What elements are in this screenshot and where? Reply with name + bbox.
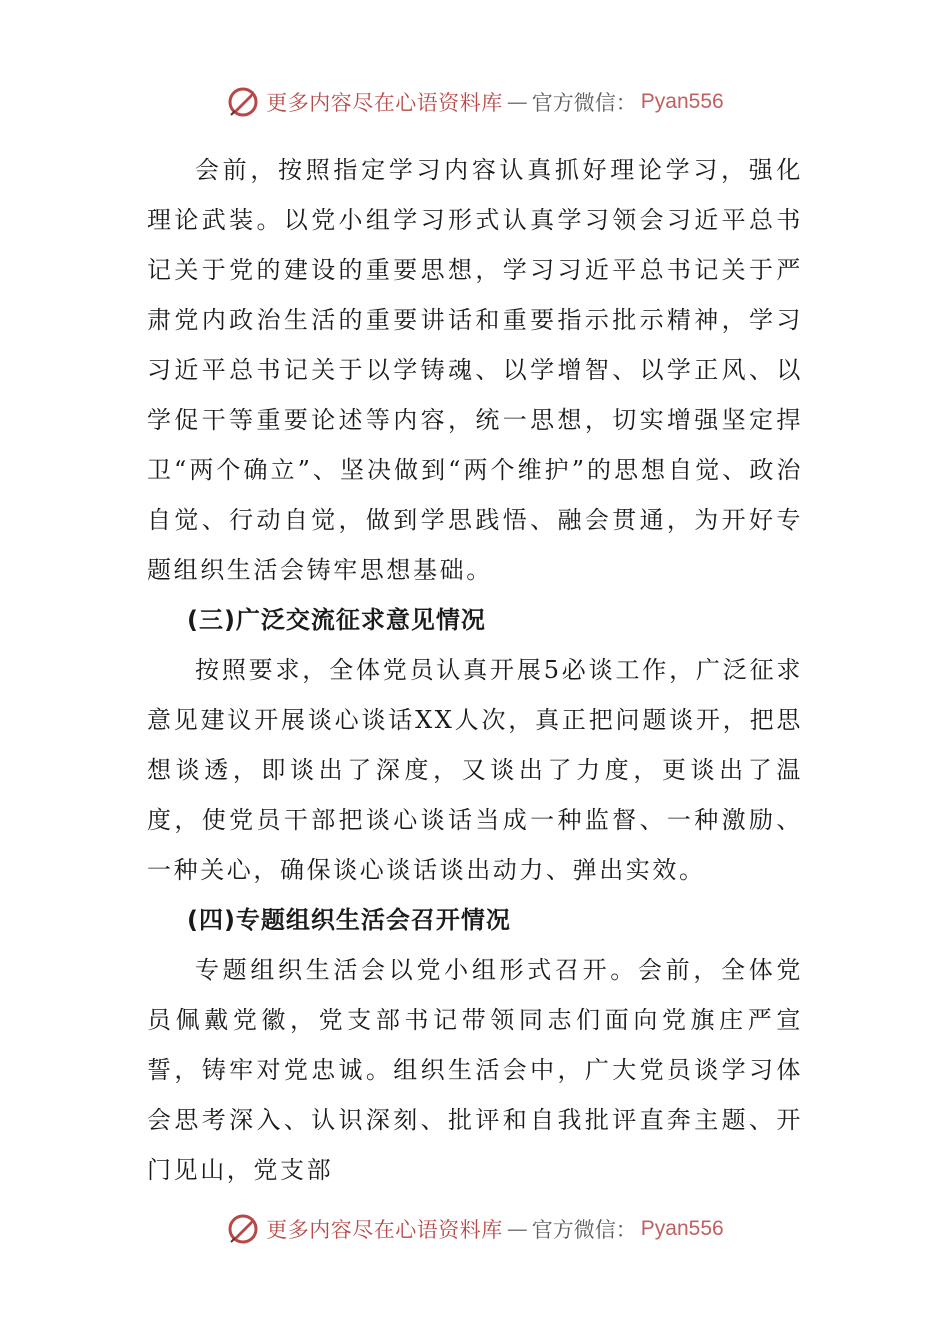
- body-paragraph: 专题组织生活会以党小组形式召开。会前，全体党员佩戴党徽，党支部书记带领同志们面向党旗庄严宣誓，铸牢对党忠诚。组织生活会中，广大党员谈学习体会思考深入、认识深刻、批评和自我批评直奔主题、开门见山，党支部: [147, 956, 803, 1184]
- header-banner: [0, 82, 950, 122]
- body-paragraph: 按照要求，全体党员认真开展5必谈工作，广泛征求意见建议开展谈心谈话XX人次，真正把问题谈开，把思想谈透，即谈出了深度，又谈出了力度，更谈出了温度，使党员干部把谈心谈话当成一种监督、一种激励、一种关心，确保谈心谈话谈出动力、弹出实效。: [147, 656, 803, 884]
- body-paragraph: 会前，按照指定学习内容认真抓好理论学习，强化理论武装。以党小组学习形式认真学习领会习近平总书记关于党的建设的重要思想，学习习近平总书记关于严肃党内政治生活的重要讲话和重要指示批示精神，学习习近平总书记关于以学铸魂、以学增智、以学正风、以学促干等重要论述等内容，统一思想，切实增强坚定捍卫“两个确立”、坚决做到“两个维护”的思想自觉、政治自觉、行动自觉，做到学思践悟、融会贯通，为开好专题组织生活会铸牢思想基础。: [147, 156, 803, 584]
- banner-wechat-label: 官方微信：: [531, 1218, 637, 1242]
- section-heading: (三)广泛交流征求意见情况: [187, 606, 486, 634]
- banner-main-text: 更多内容尽在心语资料库: [266, 1218, 503, 1242]
- footer-banner: [0, 1209, 950, 1249]
- banner-wechat-id: Pyan556: [640, 1217, 724, 1240]
- banner-dash: —: [506, 90, 528, 114]
- banner-wechat-id: Pyan556: [640, 90, 724, 113]
- banner-wechat-label: 官方微信：: [531, 91, 637, 115]
- banner-main-text: 更多内容尽在心语资料库: [266, 91, 503, 115]
- pen-logo-icon: [226, 1212, 260, 1246]
- pen-logo-icon: [226, 85, 260, 119]
- section-heading: (四)专题组织生活会召开情况: [187, 906, 511, 934]
- banner-dash: —: [506, 1217, 528, 1241]
- document-body: [147, 145, 803, 1195]
